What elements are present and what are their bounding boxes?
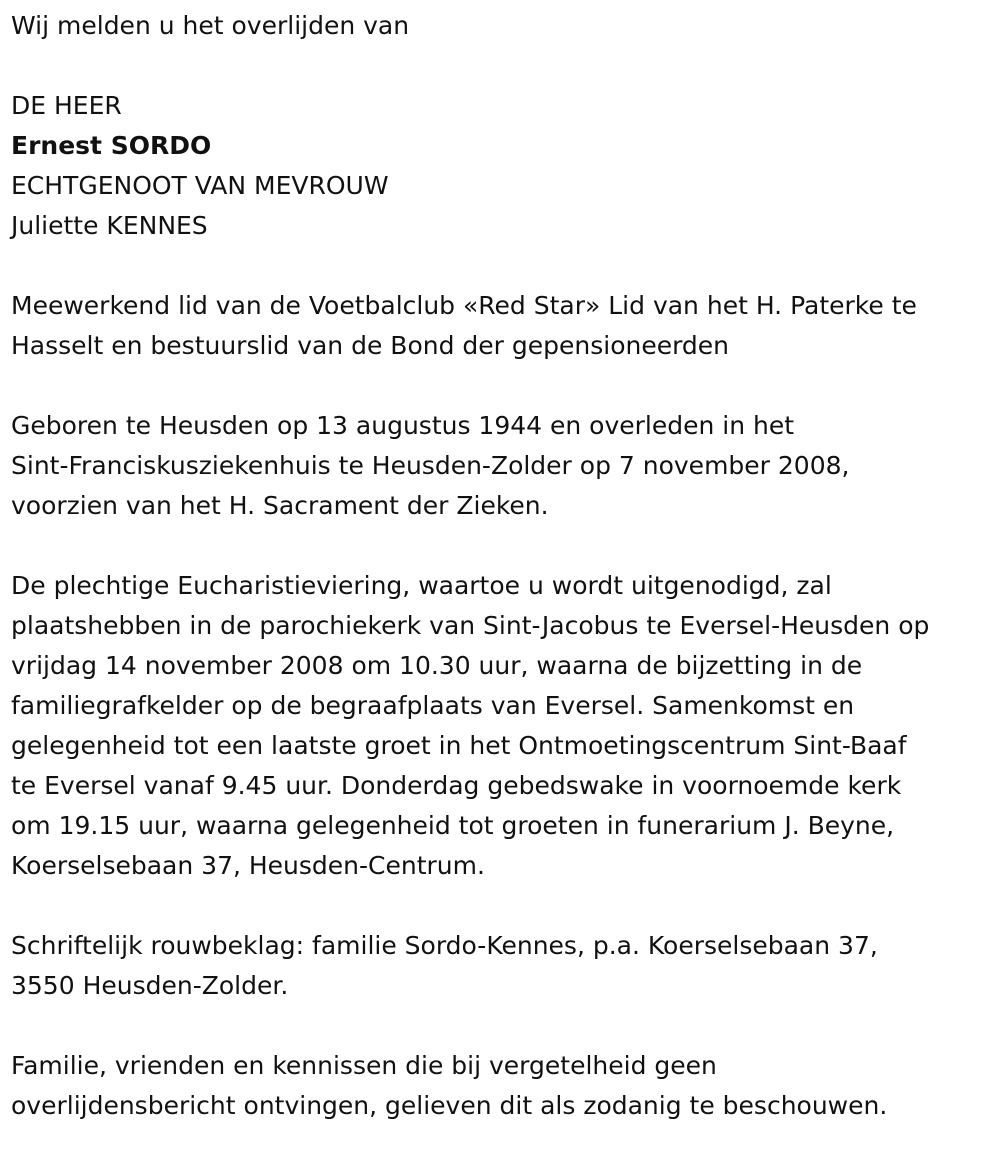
paragraph-line: voorzien van het H. Sacrament der Zieken. <box>11 491 549 520</box>
spacer <box>11 46 988 86</box>
paragraph-line: Familie, vrienden en kennissen die bij vergetelheid geen <box>11 1051 717 1080</box>
paragraph-line: om 19.15 uur, waarna gelegenheid tot groeten in funerarium J. Beyne, <box>11 811 895 840</box>
condolences-paragraph <box>11 926 988 1006</box>
paragraph-line: Geboren te Heusden op 13 augustus 1944 en overleden in het <box>11 411 795 440</box>
paragraph-line: overlijdensbericht ontvingen, gelieven dit als zodanig te beschouwen. <box>11 1091 888 1120</box>
paragraph-line: De plechtige Eucharistieviering, waartoe u wordt uitgenodigd, zal <box>11 571 832 600</box>
ceremony-paragraph <box>11 566 988 886</box>
paragraph-line: plaatshebben in de parochiekerk van Sint-Jacobus te Eversel-Heusden op <box>11 611 930 640</box>
paragraph-line: vrijdag 14 november 2008 om 10.30 uur, waarna de bijzetting in de <box>11 651 863 680</box>
spacer <box>11 246 988 286</box>
deceased-name: Ernest SORDO <box>11 131 212 160</box>
relation-label: ECHTGENOOT VAN MEVROUW <box>11 171 389 200</box>
closing-paragraph <box>11 1046 988 1126</box>
honorific: DE HEER <box>11 91 122 120</box>
spacer <box>11 1006 988 1046</box>
spacer <box>11 526 988 566</box>
membership-paragraph <box>11 286 988 366</box>
paragraph-line: 3550 Heusden-Zolder. <box>11 971 289 1000</box>
paragraph-line: familiegrafkelder op de begraafplaats van Eversel. Samenkomst en <box>11 691 855 720</box>
paragraph-line: Meewerkend lid van de Voetbalclub «Red Star» Lid van het H. Paterke te <box>11 291 917 320</box>
birth-death-paragraph <box>11 406 988 526</box>
spouse-name: Juliette KENNES <box>11 211 208 240</box>
intro-text: Wij melden u het overlijden van <box>11 11 410 40</box>
paragraph-line: te Eversel vanaf 9.45 uur. Donderdag gebedswake in voornoemde kerk <box>11 771 902 800</box>
spacer <box>11 366 988 406</box>
paragraph-line: Hasselt en bestuurslid van de Bond der gepensioneerden <box>11 331 730 360</box>
paragraph-line: Schriftelijk rouwbeklag: familie Sordo-Kennes, p.a. Koerselsebaan 37, <box>11 931 878 960</box>
paragraph-line: Sint-Franciskusziekenhuis te Heusden-Zolder op 7 november 2008, <box>11 451 850 480</box>
paragraph-line: Koerselsebaan 37, Heusden-Centrum. <box>11 851 485 880</box>
paragraph-line: gelegenheid tot een laatste groet in het Ontmoetingscentrum Sint-Baaf <box>11 731 907 760</box>
spacer <box>11 886 988 926</box>
